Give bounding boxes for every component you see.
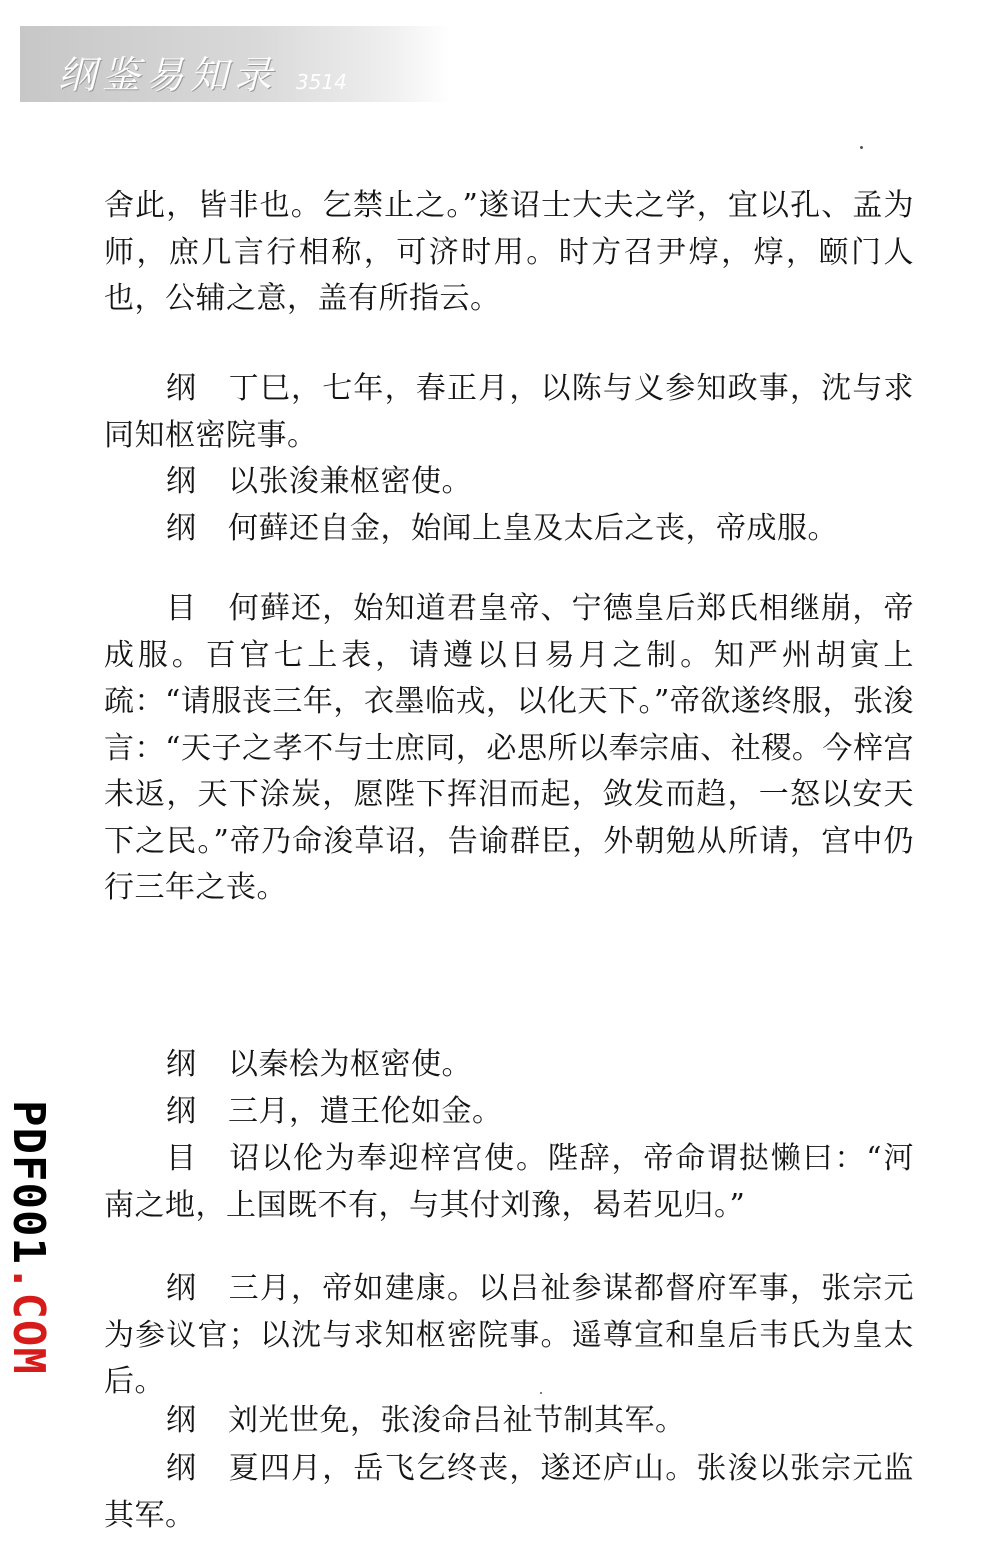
entry-text: 何藓还，始知道君皇帝、宁德皇后郑氏相继崩，帝成服。百官七上表，请遵以日易月之制。知严州胡寅上疏：“请服丧三年，衣墨临戎，以化天下。”帝欲遂终服，张浚言：“天子之孝不与士庶同，必思所以奉宗庙、社稷。今梓宫未返，天下涂炭，愿陛下挥泪而起，敛发而趋，一怒以安天下之民。”帝乃命浚草诏，告谕群臣，外朝勉从所请，宫中仍行三年之丧。 <box>104 591 914 905</box>
book-title: 纲鉴易知录 <box>58 53 279 97</box>
entry-tag: 纲 <box>166 1451 197 1486</box>
watermark-red: .COM <box>3 1264 54 1375</box>
entry-tag: 目 <box>166 1141 197 1176</box>
entry-mu <box>104 586 914 912</box>
entry-tag: 目 <box>166 591 197 626</box>
entry-gang <box>104 1042 914 1089</box>
entry-tag: 纲 <box>166 511 197 546</box>
watermark-text <box>3 1100 54 1375</box>
scan-speck <box>860 146 863 149</box>
entry-tag: 纲 <box>166 1403 197 1438</box>
entry-text: 以秦桧为枢密使。 <box>228 1047 472 1082</box>
entry-text: 何藓还自金，始闻上皇及太后之丧，帝成服。 <box>228 511 838 546</box>
page-number: 3514 <box>296 70 347 94</box>
entry-gang <box>104 1446 914 1539</box>
entry-text: 三月，帝如建康。以吕祉参谋都督府军事，张宗元为参议官；以沈与求知枢密院事。遥尊宣和皇后韦氏为皇太后。 <box>104 1271 914 1399</box>
entry-tag: 纲 <box>166 1271 197 1306</box>
paragraph-continued: 舍此，皆非也。乞禁止之。”遂诏士大夫之学，宜以孔、孟为师，庶几言行相称，可济时用。时方召尹焞，焞，颐门人也，公辅之意，盖有所指云。 <box>104 188 914 316</box>
entry-mu <box>104 1136 914 1229</box>
entry-text: 以张浚兼枢密使。 <box>228 464 472 499</box>
entry-tag: 纲 <box>166 1094 197 1129</box>
entry-text: 三月，遣王伦如金。 <box>228 1094 503 1129</box>
watermark <box>3 1100 56 1375</box>
entry-gang <box>104 1089 914 1136</box>
entry-tag: 纲 <box>166 464 197 499</box>
entry-gang <box>104 506 914 553</box>
entry-text: 丁巳，七年，春正月，以陈与义参知政事，沈与求同知枢密院事。 <box>104 371 914 453</box>
entry-gang <box>104 1266 914 1406</box>
entry-tag: 纲 <box>166 1047 197 1082</box>
entry-text: 诏以伦为奉迎梓宫使。陛辞，帝命谓挞懒曰：“河南之地，上国既不有，与其付刘豫，曷若见归。” <box>104 1141 914 1223</box>
entry-gang <box>104 1398 914 1445</box>
entry-gang <box>104 459 914 506</box>
entry-text: 刘光世免，张浚命吕祉节制其军。 <box>228 1403 686 1438</box>
watermark-black: PDF001 <box>3 1100 54 1265</box>
entry-gang <box>104 366 914 459</box>
entry-tag: 纲 <box>166 371 197 406</box>
entry-text: 夏四月，岳飞乞终丧，遂还庐山。张浚以张宗元监其军。 <box>104 1451 914 1533</box>
scan-speck <box>540 1392 542 1394</box>
